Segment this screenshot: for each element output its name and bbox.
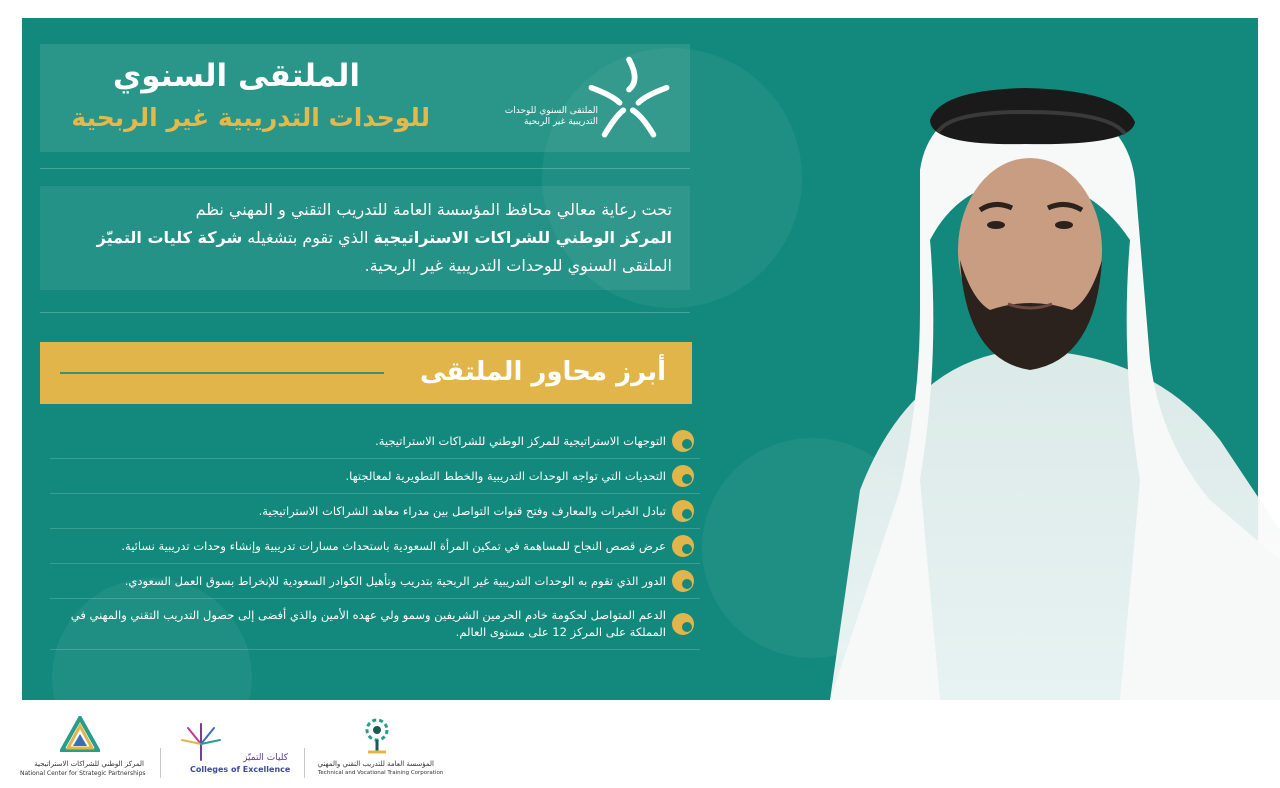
event-title: الملتقى السنوي [112,58,360,94]
footer-divider [160,748,161,778]
tree-logo-icon [360,716,394,756]
list-item [50,529,700,564]
speaker-portrait [790,60,1280,700]
tvtc-name-ar: المؤسسة العامة للتدريب التقني والمهني [317,760,434,768]
intro-line-2: الذي تقوم بتشغيله [242,228,374,247]
bullet-circle-icon [672,570,694,592]
list-item [50,564,700,599]
list-item [50,459,700,494]
bullet-circle-icon [672,613,694,635]
intro-line-1: تحت رعاية معالي محافظ المؤسسة العامة للتدريب التقني و المهني نظم [195,200,672,219]
topic-text: التوجهات الاستراتيجية للمركز الوطني للشراكات الاستراتيجية. [375,433,666,448]
footer-divider [304,748,305,778]
list-item [50,424,700,459]
event-subtitle: للوحدات التدريبية غير الربحية [71,103,430,132]
triangle-logo-icon [60,716,100,754]
list-item [50,494,700,529]
intro-paragraph [52,196,672,280]
coe-name-en: Colleges of Excellence [190,765,291,774]
divider [40,168,690,169]
topics-list [50,424,700,650]
coe-name-ar: كليات التميّز [243,753,288,763]
banner-rule [60,372,384,374]
intro-ncsp-name: المركز الوطني للشراكات الاستراتيجية [373,228,672,247]
intro-coe-name: شركة كليات التميّز [96,228,243,247]
topic-text: التحديات التي تواجه الوحدات التدريبية والخطط التطويرية لمعالجتها. [345,468,666,483]
bullet-circle-icon [672,430,694,452]
intro-line-3: الملتقى السنوي للوحدات التدريبية غير الربحية. [364,256,672,275]
topic-text: الدعم المتواصل لحكومة خادم الحرمين الشريفين وسمو ولي عهده الأمين والذي أفضى إلى حصول التدريب التقني والمهني في المملكة على المركز 12 على مستوى العالم. [70,608,666,639]
bullet-circle-icon [672,535,694,557]
list-item [50,599,700,650]
bullet-circle-icon [672,500,694,522]
star-logo-icon [582,52,676,146]
topic-text: عرض قصص النجاح للمساهمة في تمكين المرأة السعودية باستحداث مسارات تدريبية وإنشاء وحدات تدريبية نسائية. [121,538,666,553]
bullet-circle-icon [672,465,694,487]
ncsp-name-ar: المركز الوطني للشراكات الاستراتيجية [34,760,144,768]
divider [40,312,690,313]
tvtc-name-en: Technical and Vocational Training Corporation [318,770,444,776]
ncsp-name-en: National Center for Strategic Partnerships [20,770,146,777]
topic-text: الدور الذي تقوم به الوحدات التدريبية غير الربحية بتدريب وتأهيل الكوادر السعودية للإنخراط بسوق العمل السعودي. [124,573,666,588]
topic-text: تبادل الخبرات والمعارف وفتح قنوات التواصل بين مدراء معاهد الشراكات الاستراتيجية. [258,503,666,518]
logo-caption: الملتقى السنوي للوحدات التدريبية غير الربحية [504,106,598,127]
section-title: أبرز محاور الملتقى [420,357,666,387]
